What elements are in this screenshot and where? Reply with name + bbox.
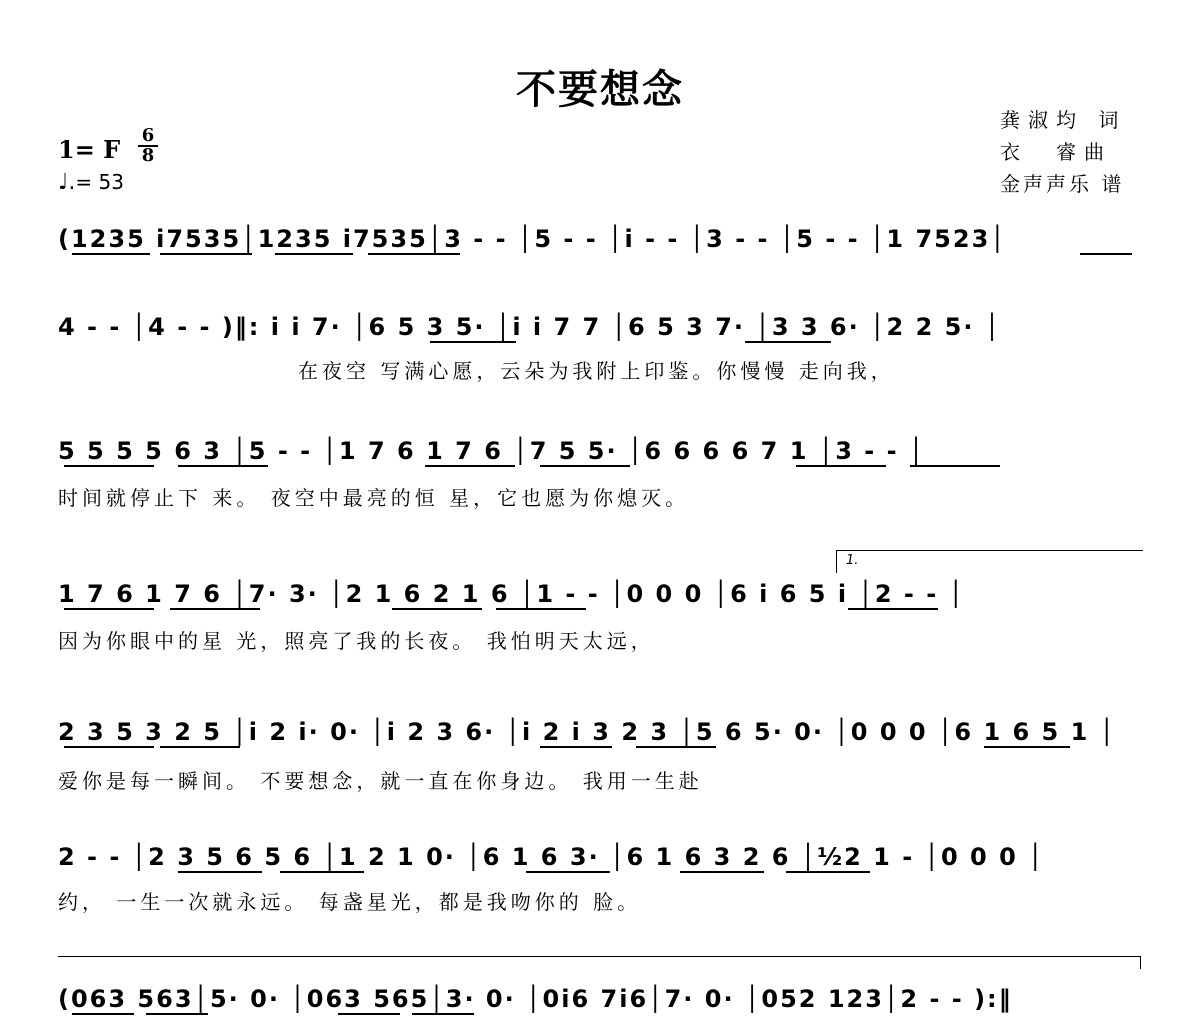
- notation-line-4: 1 7 6 1 7 6 │7· 3· │2 1 6 2 1 6 │1 - - │0 0 0 │6 i 6 5 i │2 - - │: [58, 580, 966, 608]
- beam: [848, 608, 938, 610]
- beam: [540, 746, 612, 748]
- lyrics-line-4: 因为你眼中的星 光，照亮了我的长夜。 我怕明天太远，: [58, 629, 655, 653]
- beam: [64, 465, 154, 467]
- beam: [425, 465, 515, 467]
- repeat-bracket: [58, 956, 1141, 969]
- dotted-quarter-note-icon: ♩.: [58, 170, 76, 195]
- beam: [146, 1013, 208, 1015]
- transcriber-credit: 金声声乐 谱: [1000, 172, 1125, 196]
- notation-line-6: 2 - - │2 3 5 6 5 6 │1 2 1 0· │6 1 6 3· │6 1 6 3 2 6 │½2 1 - │0 0 0 │: [58, 843, 1045, 871]
- beam: [745, 341, 831, 343]
- beam: [1080, 253, 1132, 255]
- notation-line-3: 5 5 5 5 6 3 │5 - - │1 7 6 1 7 6 │7 5 5· │6 6 6 6 7 1 │3 - - │: [58, 437, 926, 465]
- beam: [526, 871, 610, 873]
- lyricist-credit: 龚淑均 词: [1000, 108, 1127, 132]
- beam: [178, 465, 268, 467]
- beam: [64, 608, 154, 610]
- notation-line-7: (063 563│5· 0· │063 565│3· 0· │0i6 7i6│7· 0· │052 123│2 - - ):‖: [58, 985, 1013, 1013]
- beam: [72, 1013, 134, 1015]
- beam: [496, 608, 586, 610]
- notation-line-2: 4 - - │4 - - )‖: i i 7· │6 5 3 5· │i i 7 7 │6 5 3 7· │3 3 6· │2 2 5· │: [58, 313, 1002, 341]
- beam: [178, 871, 262, 873]
- tempo-value: = 53: [75, 170, 124, 194]
- lyrics-line-6: 约， 一生一次就永远。 每盏星光，都是我吻你的 脸。: [58, 890, 642, 914]
- composer-credit: 衣 睿曲: [1000, 140, 1112, 164]
- beam: [280, 871, 364, 873]
- beam: [160, 746, 240, 748]
- key-signature: 1= F: [58, 135, 121, 164]
- beam: [910, 465, 1000, 467]
- lyrics-line-2: 在夜空 写满心愿，云朵为我附上印鉴。你慢慢 走向我，: [298, 359, 895, 383]
- beam: [412, 1013, 474, 1015]
- beam: [680, 871, 764, 873]
- notation-line-1: (1235 i7535│1235 i7535│3 - - │5 - - │i - - │3 - - │5 - - │1 7523│: [58, 225, 1007, 253]
- time-signature-bottom: 8: [141, 145, 155, 166]
- volta-bracket: [836, 550, 1143, 573]
- beam: [796, 465, 886, 467]
- lyrics-line-5: 爱你是每一瞬间。 不要想念，就一直在你身边。 我用一生赴: [58, 769, 703, 793]
- beam: [72, 253, 150, 255]
- time-signature: [138, 125, 158, 166]
- volta-number: 1.: [846, 553, 859, 568]
- beam: [786, 871, 870, 873]
- beam: [160, 253, 252, 255]
- beam: [430, 341, 516, 343]
- beam: [392, 608, 482, 610]
- beam: [275, 253, 353, 255]
- beam: [636, 746, 716, 748]
- page-title: 不要想念: [516, 66, 684, 113]
- time-signature-top: 6: [141, 125, 155, 146]
- beam: [170, 608, 260, 610]
- tempo-marking: [58, 170, 124, 195]
- lyrics-line-3: 时间就停止下 来。 夜空中最亮的恒 星，它也愿为你熄灭。: [58, 486, 690, 510]
- beam: [338, 1013, 400, 1015]
- notation-line-5: 2 3 5 3 2 5 │i 2 i· 0· │i 2 3 6· │i 2 i 3 2 3 │5 6 5· 0· │0 0 0 │6 1 6 5 1 │: [58, 718, 1117, 746]
- beam: [540, 465, 630, 467]
- beam: [64, 746, 154, 748]
- beam: [368, 253, 460, 255]
- beam: [984, 746, 1070, 748]
